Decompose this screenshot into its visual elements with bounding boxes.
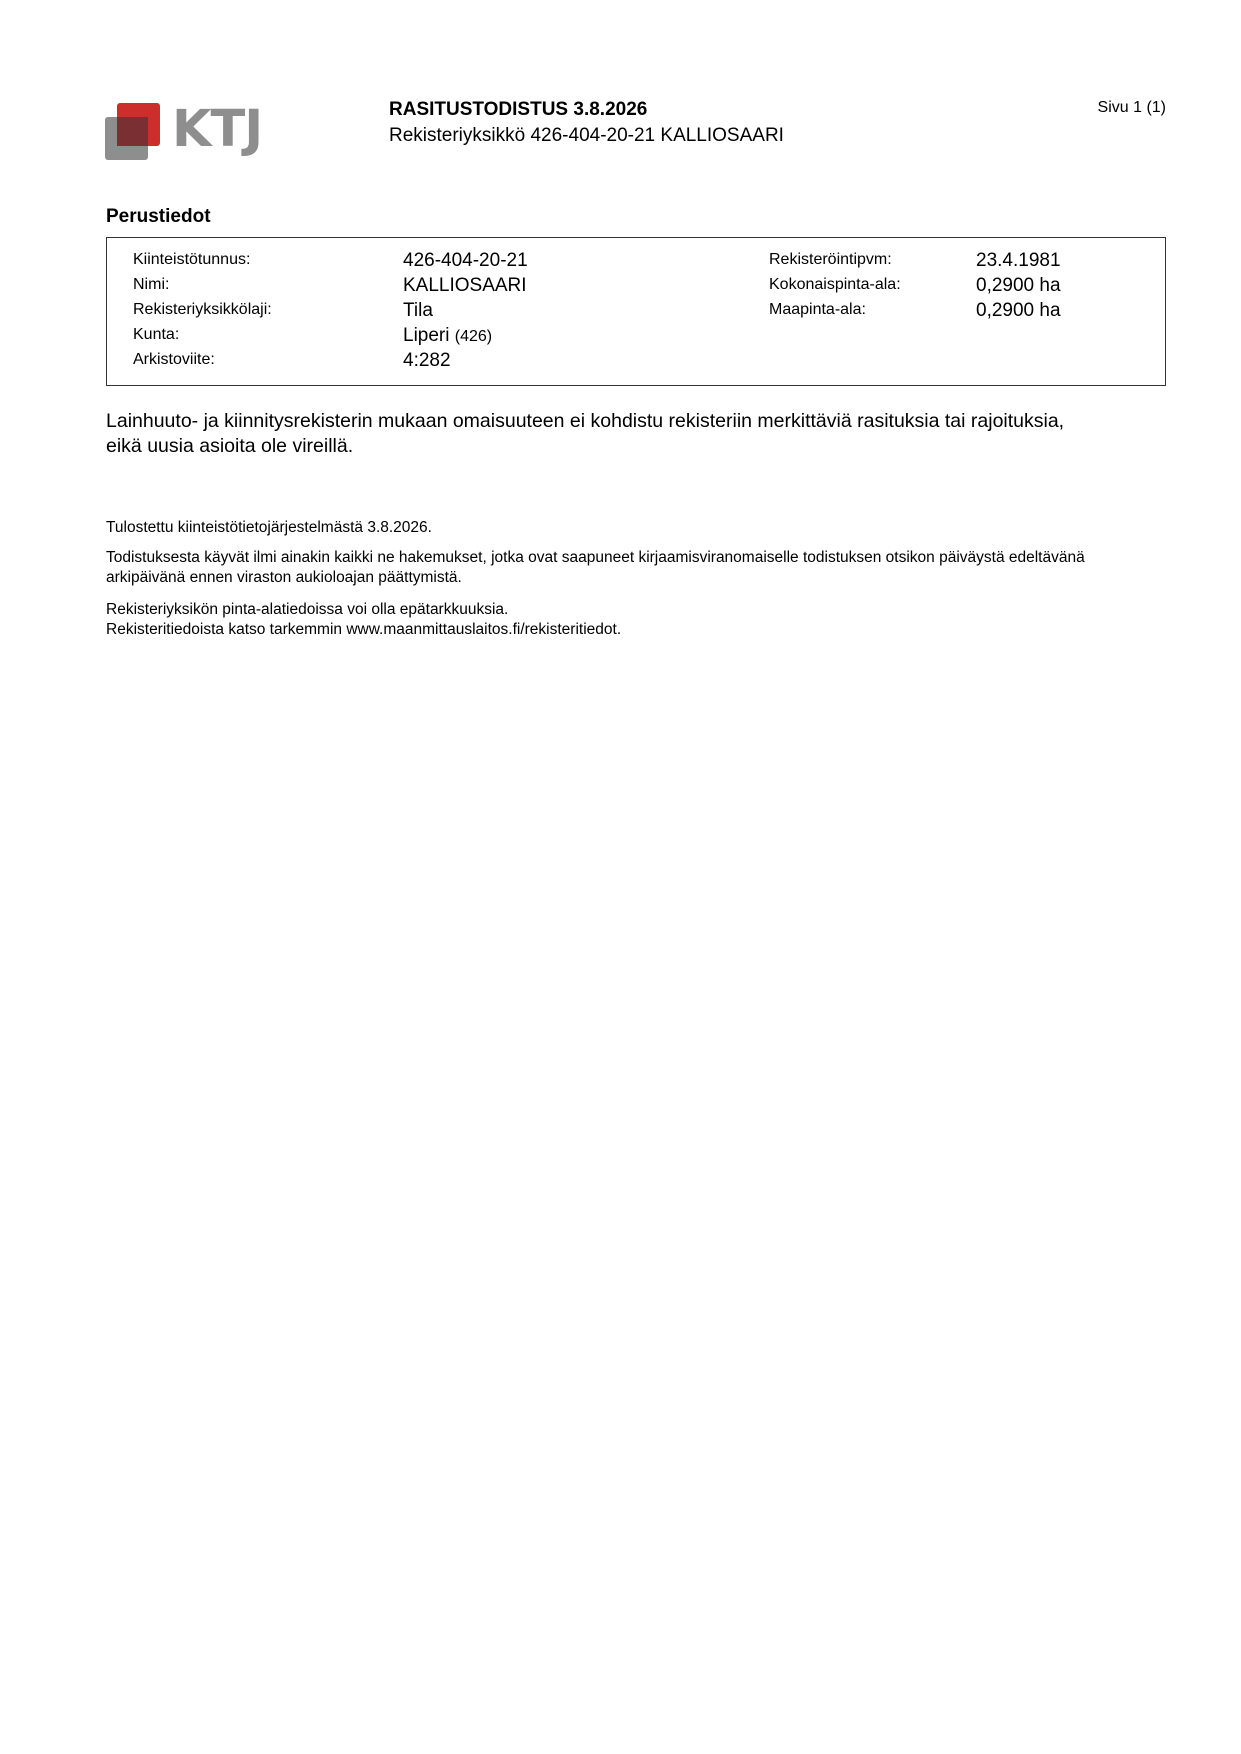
value-archive-ref: 4:282 [403, 350, 451, 371]
more-info-line: Rekisteritiedoista katso tarkemmin www.maanmittauslaitos.fi/rekisteritiedot. [106, 621, 622, 638]
statement-line-1: Lainhuuto- ja kiinnitysrekisterin mukaan omaisuuteen ei kohdistu rekisteriin merkittäviä rasituksia tai rajoituksia, [106, 410, 1065, 432]
label-total-area: Kokonaispinta-ala: [769, 276, 901, 293]
value-registration-date: 23.4.1981 [976, 250, 1061, 271]
value-municipality-name: Liperi [403, 325, 450, 346]
document-subtitle: Rekisteriyksikkö 426-404-20-21 KALLIOSAARI [389, 125, 784, 146]
section-heading-perustiedot: Perustiedot [106, 206, 211, 227]
basic-info-box [106, 237, 1166, 386]
label-land-area: Maapinta-ala: [769, 301, 866, 318]
value-total-area: 0,2900 ha [976, 275, 1061, 296]
label-name: Nimi: [133, 276, 170, 293]
value-land-area: 0,2900 ha [976, 300, 1061, 321]
encumbrance-statement [106, 409, 1176, 459]
document-title: RASITUSTODISTUS 3.8.2026 [389, 99, 648, 120]
label-unit-type: Rekisteriyksikkölaji: [133, 301, 272, 318]
label-registration-date: Rekisteröintipvm: [769, 251, 892, 268]
ktj-logo [105, 100, 263, 163]
page-number: Sivu 1 (1) [1097, 99, 1166, 116]
label-property-id: Kiinteistötunnus: [133, 251, 251, 268]
area-note-line: Rekisteriyksikön pinta-alatiedoissa voi olla epätarkkuuksia. [106, 601, 509, 618]
statement-line-2: eikä uusia asioita ole vireillä. [106, 435, 354, 457]
value-property-id: 426-404-20-21 [403, 250, 528, 271]
value-municipality [403, 324, 492, 349]
value-name: KALLIOSAARI [403, 275, 527, 296]
logo-text: KTJ [172, 100, 263, 159]
label-archive-ref: Arkistoviite: [133, 351, 215, 368]
logo-overlap-square [117, 117, 148, 146]
label-municipality: Kunta: [133, 326, 180, 343]
area-note [106, 600, 1186, 640]
value-unit-type: Tila [403, 300, 433, 321]
printed-note: Tulostettu kiinteistötietojärjestelmästä 3.8.2026. [106, 519, 432, 536]
value-municipality-code: (426) [454, 328, 493, 345]
applications-note-line-2: arkipäivänä ennen viraston aukioloajan päättymistä. [106, 569, 462, 586]
applications-note [106, 548, 1186, 588]
applications-note-line-1: Todistuksesta käyvät ilmi ainakin kaikki ne hakemukset, jotka ovat saapuneet kirjaamisviranomaiselle todistuksen otsikon päiväystä edeltävänä [106, 549, 1085, 566]
